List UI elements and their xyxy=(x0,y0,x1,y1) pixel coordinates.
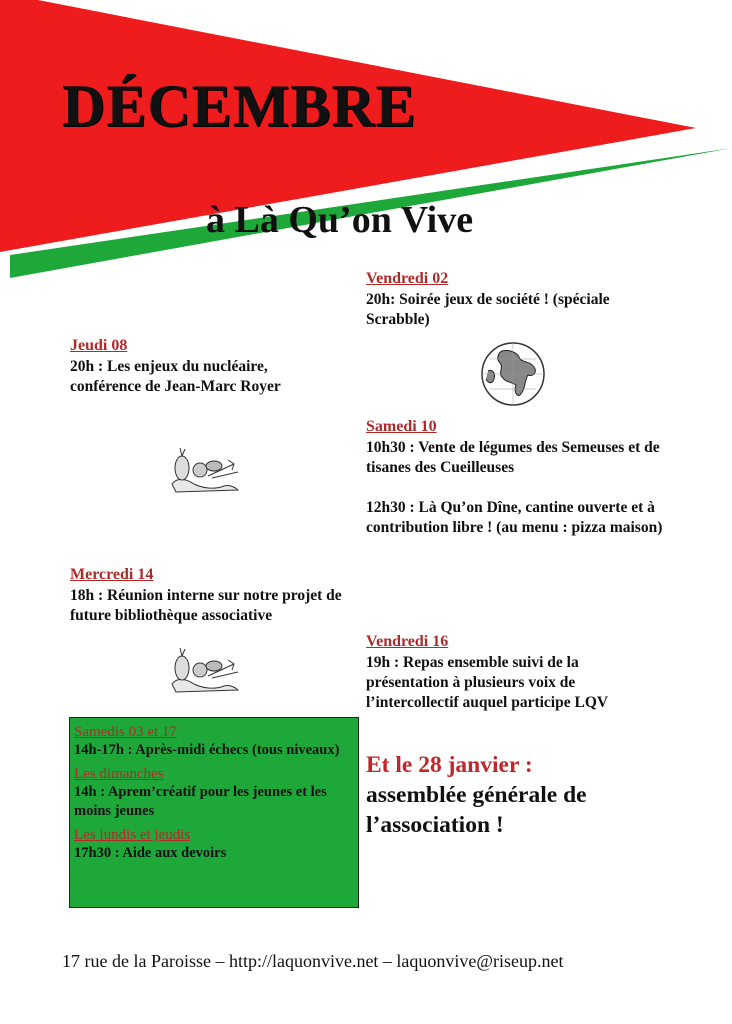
event-text: 19h : Repas ensemble suivi de la présentation à plusieurs voix de l’intercollectif auquel participe LQV xyxy=(366,654,609,711)
recurring-day: Les dimanches xyxy=(74,766,164,782)
recurring-text: 14h-17h : Après-midi échecs (tous niveaux) xyxy=(74,742,340,758)
event-text-1: 10h30 : Vente de légumes des Semeuses et de tisanes des Cueilleuses xyxy=(366,439,660,476)
event-day: Vendredi 16 xyxy=(366,633,449,650)
event-text-2: 12h30 : Là Qu’on Dîne, cantine ouverte et à contribution libre ! (au menu : pizza maison) xyxy=(366,499,663,536)
event-text: 20h : Les enjeux du nucléaire, conférence de Jean-Marc Royer xyxy=(70,358,281,395)
event-text: 20h: Soirée jeux de société ! (spéciale Scrabble) xyxy=(366,291,610,328)
event-jeudi-08 xyxy=(70,336,340,397)
event-vendredi-02 xyxy=(366,269,666,330)
recurring-events-box xyxy=(69,717,359,908)
page-subtitle: à Là Qu’on Vive xyxy=(206,199,474,241)
vegetables-icon xyxy=(168,646,242,694)
event-day: Samedi 10 xyxy=(366,418,437,435)
january-announcement xyxy=(366,750,666,840)
recurring-day: Les lundis et jeudis xyxy=(74,827,191,843)
event-mercredi-14 xyxy=(70,565,360,626)
vegetables-icon xyxy=(168,446,242,494)
event-day: Mercredi 14 xyxy=(70,566,154,583)
event-day: Jeudi 08 xyxy=(70,337,128,354)
recurring-text: 17h30 : Aide aux devoirs xyxy=(74,845,227,861)
page-title: DÉCEMBRE xyxy=(62,73,417,139)
globe-icon xyxy=(480,341,546,407)
event-samedi-10 xyxy=(366,417,666,538)
recurring-text: 14h : Aprem’créatif pour les jeunes et les moins jeunes xyxy=(74,784,327,819)
footer-contact: 17 rue de la Paroisse – http://laquonvive.net – laquonvive@riseup.net xyxy=(62,951,564,971)
event-text: 18h : Réunion interne sur notre projet de future bibliothèque associative xyxy=(70,587,342,624)
pennant-banner xyxy=(0,0,732,290)
event-day: Vendredi 02 xyxy=(366,270,449,287)
recurring-day: Samedis 03 et 17 xyxy=(74,724,177,740)
event-vendredi-16 xyxy=(366,632,656,713)
january-date: Et le 28 janvier : xyxy=(366,752,533,778)
january-text: assemblée générale de l’association ! xyxy=(366,782,587,838)
